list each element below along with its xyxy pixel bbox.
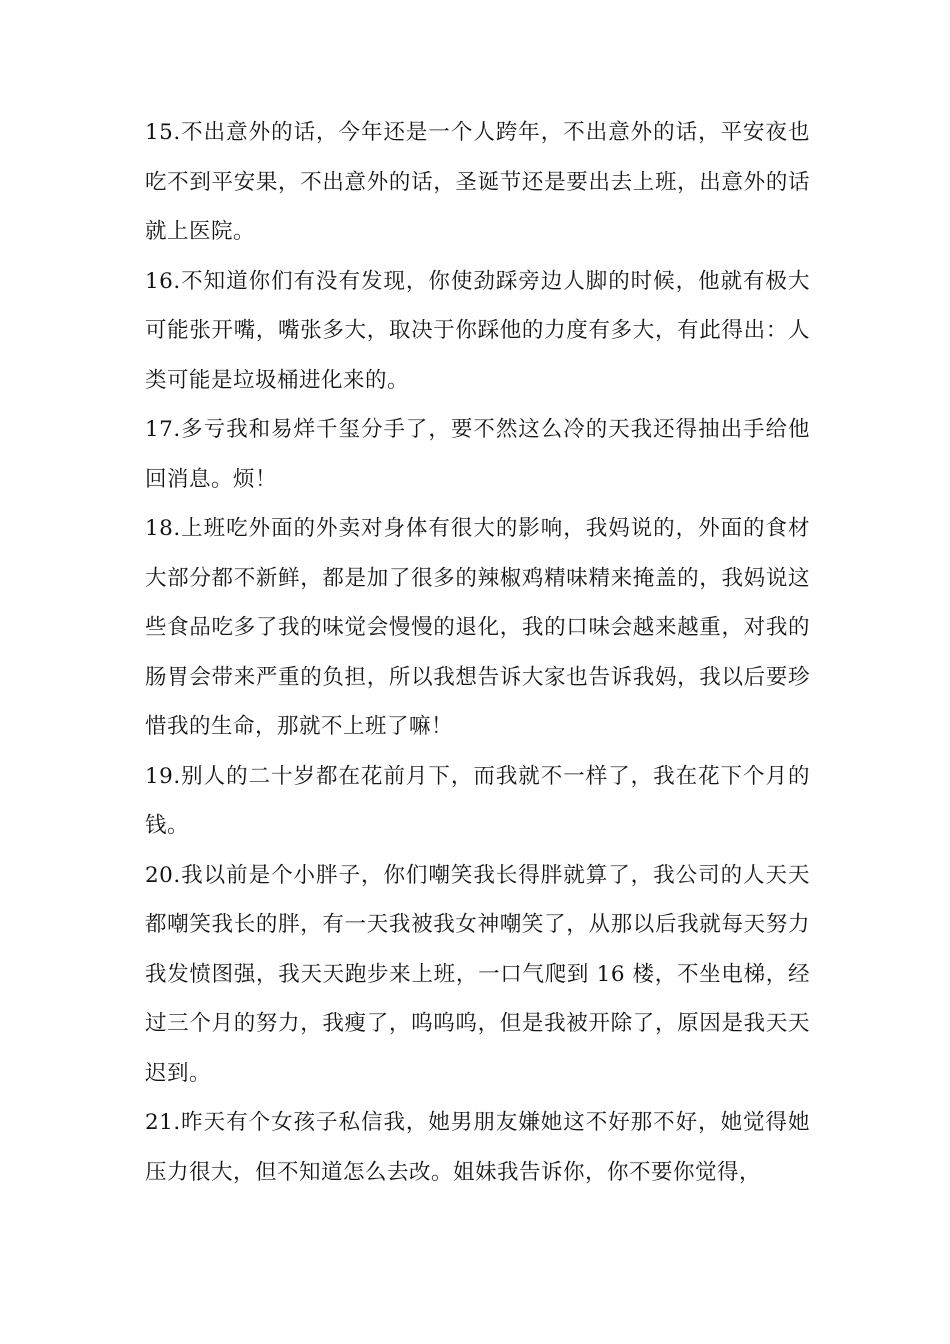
paragraph-18: 18.上班吃外面的外卖对身体有很大的影响，我妈说的，外面的食材大部分都不新鲜，都是加了很多的辣椒鸡精味精来掩盖的，我妈说这些食品吃多了我的味觉会慢慢的退化，我的口味会越来越重，对我的肠胃会带来严重的负担，所以我想告诉大家也告诉我妈，我以后要珍惜我的生命，那就不上班了嘛！ xyxy=(145,516,810,739)
paragraph-16: 16.不知道你们有没有发现，你使劲踩旁边人脚的时候，他就有极大可能张开嘴，嘴张多大，取决于你踩他的力度有多大，有此得出：人类可能是垃圾桶进化来的。 xyxy=(145,268,810,393)
paragraph-17: 17.多亏我和易烊千玺分手了，要不然这么冷的天我还得抽出手给他回消息。烦！ xyxy=(145,417,810,492)
paragraph-19: 19.别人的二十岁都在花前月下，而我就不一样了，我在花下个月的钱。 xyxy=(145,763,810,838)
paragraph-20: 20.我以前是个小胖子，你们嘲笑我长得胖就算了，我公司的人天天都嘲笑我长的胖，有一天我被我女神嘲笑了，从那以后我就每天努力我发愤图强，我天天跑步来上班，一口气爬到 16 楼，不坐电梯，经过三个月的努力，我瘦了，呜呜呜，但是我被开除了，原因是我天天迟到。 xyxy=(145,862,810,1086)
document-page xyxy=(145,108,810,1197)
paragraph-15: 15.不出意外的话，今年还是一个人跨年，不出意外的话，平安夜也吃不到平安果，不出意外的话，圣诞节还是要出去上班，出意外的话就上医院。 xyxy=(145,120,810,244)
paragraph-21: 21.昨天有个女孩子私信我，她男朋友嫌她这不好那不好，她觉得她压力很大，但不知道怎么去改。姐妹我告诉你，你不要你觉得， xyxy=(145,1110,810,1185)
